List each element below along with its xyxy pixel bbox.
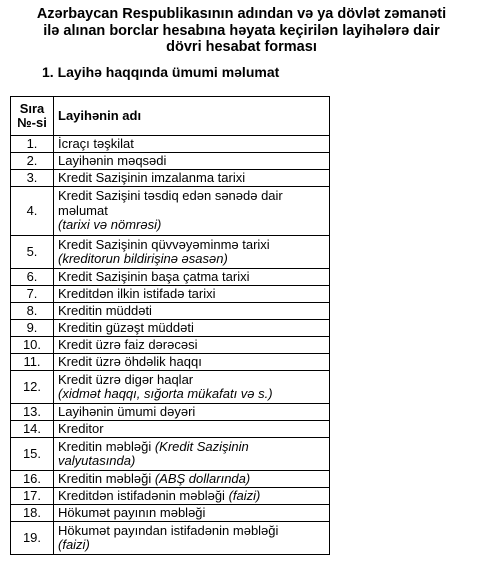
title-line: dövri hesabat forması	[166, 39, 317, 55]
row-number: 14.	[11, 421, 54, 438]
row-label	[54, 354, 330, 371]
header-project-name: Layihənin adı	[54, 97, 330, 136]
header-num-line: №-si	[17, 115, 47, 130]
row-label	[54, 337, 330, 354]
row-number: 5.	[11, 236, 54, 269]
row-label-text: Kredit üzrə öhdəlik haqqı	[58, 353, 202, 369]
row-label	[54, 136, 330, 153]
document-title	[0, 6, 483, 56]
row-label-text: Kredit üzrə digər haqlar	[58, 371, 194, 387]
row-label	[54, 153, 330, 170]
row-label	[54, 421, 330, 438]
table-row	[11, 371, 330, 404]
row-label-text: Layihənin məqsədi	[58, 152, 167, 168]
table-row	[11, 438, 330, 471]
table-row	[11, 354, 330, 371]
row-number: 3.	[11, 170, 54, 187]
table-row	[11, 136, 330, 153]
table-row	[11, 286, 330, 303]
table-row	[11, 236, 330, 269]
table-row	[11, 471, 330, 488]
row-label	[54, 404, 330, 421]
row-number: 19.	[11, 522, 54, 555]
row-label-text: Kreditin məbləği	[58, 438, 152, 454]
row-number: 12.	[11, 371, 54, 404]
row-number: 10.	[11, 337, 54, 354]
table-row	[11, 404, 330, 421]
row-label-text: Kredit Sazişinin başa çatma tarixi	[58, 268, 250, 284]
row-note: (ABŞ dollarında)	[154, 470, 251, 486]
row-label	[54, 320, 330, 337]
row-label-text: Layihənin ümumi dəyəri	[58, 403, 196, 419]
table-row	[11, 269, 330, 286]
row-label-text: Hökumət payının məbləği	[58, 504, 206, 520]
row-note: (kreditorun bildirişinə əsasən)	[58, 251, 228, 266]
row-label-text: Kreditdən ilkin istifadə tarixi	[58, 285, 216, 301]
table-header-row	[11, 97, 330, 136]
table-row	[11, 153, 330, 170]
row-number: 4.	[11, 187, 54, 236]
title-line: Azərbaycan Respublikasının adından və ya dövlət zəmanəti	[36, 6, 447, 22]
row-note: (xidmət haqqı, sığorta mükafatı və s.)	[58, 386, 273, 401]
table-row	[11, 488, 330, 505]
row-label	[54, 286, 330, 303]
table-row	[11, 522, 330, 555]
section-heading: 1. Layihə haqqında ümumi məlumat	[42, 64, 280, 80]
row-note: (faizi)	[228, 487, 261, 503]
row-number: 9.	[11, 320, 54, 337]
row-label-text: Kreditin müddəti	[58, 302, 152, 318]
row-label-text: Kreditin məbləği	[58, 470, 152, 486]
row-number: 13.	[11, 404, 54, 421]
header-num-line: Sıra	[19, 100, 45, 116]
row-number: 11.	[11, 354, 54, 371]
row-note: (tarixi və nömrəsi)	[58, 217, 162, 233]
row-number: 2.	[11, 153, 54, 170]
row-number: 15.	[11, 438, 54, 471]
row-label	[54, 303, 330, 320]
table-row	[11, 320, 330, 337]
row-label-text: Kredit Sazişinin qüvvəyəminmə tarixi	[58, 236, 270, 252]
row-label	[54, 471, 330, 488]
row-label	[54, 371, 330, 404]
table-row	[11, 303, 330, 320]
row-note: (Kredit Sazişinin valyutasında)	[58, 438, 249, 468]
table-row	[11, 337, 330, 354]
row-label-text: Kreditin güzəşt müddəti	[58, 319, 194, 335]
row-label-text: Kreditor	[58, 420, 104, 436]
row-number: 8.	[11, 303, 54, 320]
row-number: 1.	[11, 136, 54, 153]
row-label	[54, 505, 330, 522]
project-info-table	[10, 96, 330, 555]
row-label-text: Kredit üzrə faiz dərəcəsi	[58, 336, 198, 352]
row-label-text: Kredit Sazişinin imzalanma tarixi	[58, 169, 246, 185]
row-number: 16.	[11, 471, 54, 488]
header-row-number	[11, 97, 54, 136]
row-label	[54, 269, 330, 286]
row-number: 18.	[11, 505, 54, 522]
table-row	[11, 505, 330, 522]
row-label	[54, 438, 330, 471]
row-label-text: Kreditdən istifadənin məbləği	[58, 487, 225, 503]
row-label-text: Kredit Sazişini təsdiq edən sənədə dair məlumat	[58, 188, 283, 218]
row-number: 6.	[11, 269, 54, 286]
row-label-text: Hökumət payından istifadənin məbləği	[58, 522, 279, 538]
row-label	[54, 187, 330, 236]
table-row	[11, 421, 330, 438]
table-row	[11, 187, 330, 236]
table-row	[11, 170, 330, 187]
row-label	[54, 522, 330, 555]
row-label-text: İcraçı təşkilat	[58, 135, 134, 151]
row-label	[54, 170, 330, 187]
row-number: 7.	[11, 286, 54, 303]
title-line: ilə alınan borclar hesabına həyata keçirilən layihələrə dair	[43, 22, 440, 39]
row-number: 17.	[11, 488, 54, 505]
row-note: (faizi)	[58, 537, 90, 552]
row-label	[54, 488, 330, 505]
row-label	[54, 236, 330, 269]
